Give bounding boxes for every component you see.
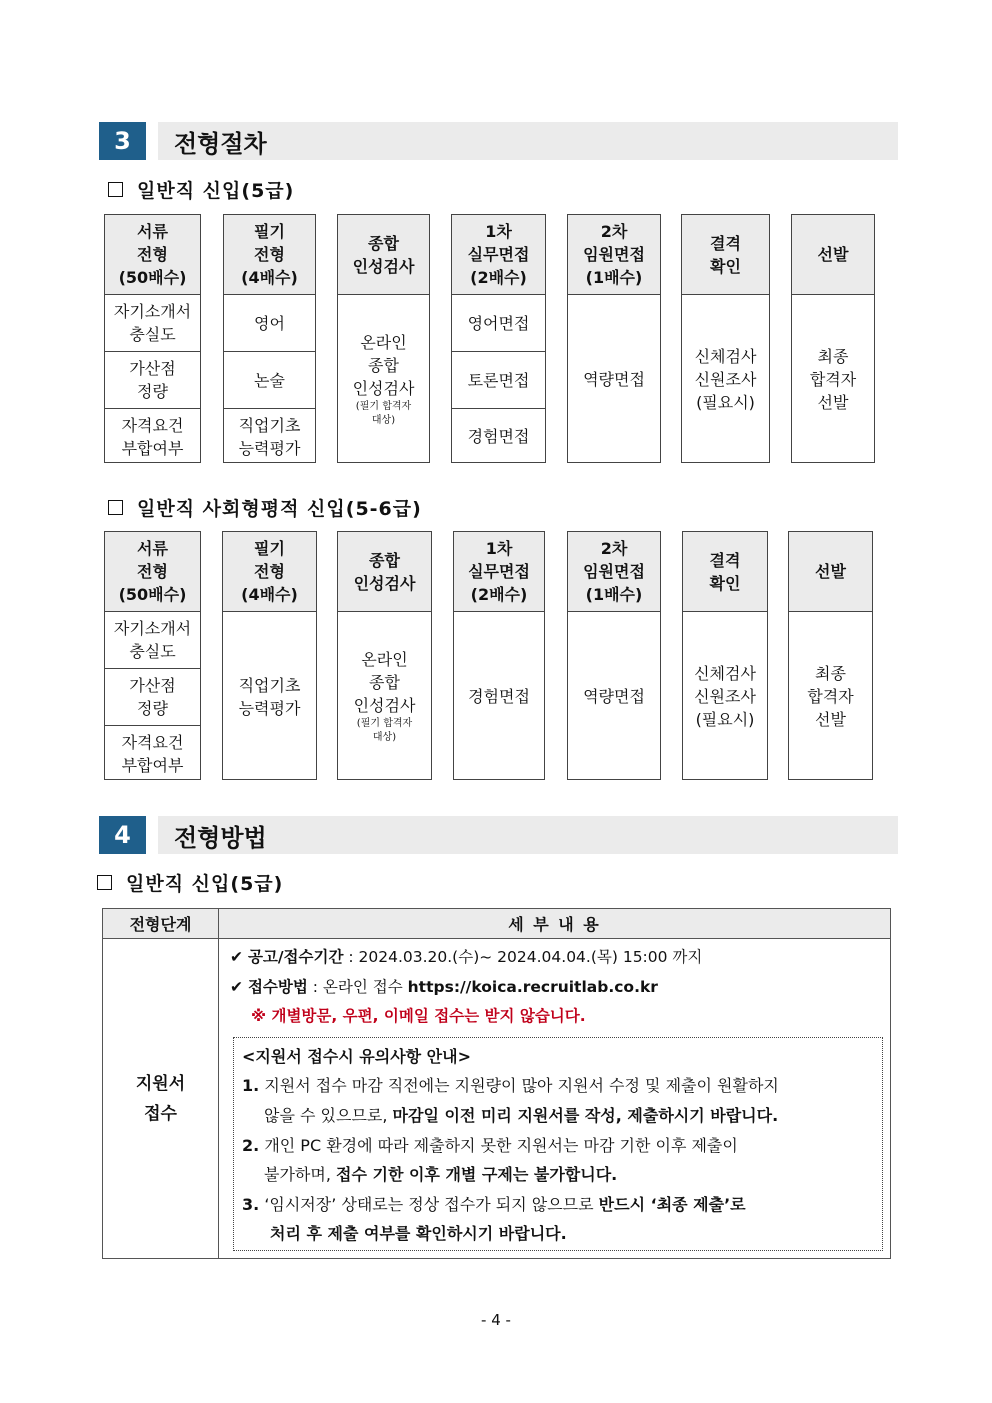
method-line <box>230 975 658 997</box>
flow-step <box>104 531 201 780</box>
flow-step-header-line: 임원면접 <box>583 562 645 581</box>
period-label: 공고/접수기간 <box>247 948 344 966</box>
flow-step-item <box>338 612 431 781</box>
flow-step-header <box>105 215 200 295</box>
flow-step-item-line: 신체검사 <box>694 347 757 366</box>
flow-step-header <box>568 532 660 612</box>
flow-step <box>337 531 432 780</box>
flow-step-item-line: 합격자 <box>807 687 854 706</box>
notice-item <box>242 1192 746 1215</box>
notice-text: 않을 수 있으므로, <box>264 1106 393 1125</box>
subsection-title <box>108 175 294 203</box>
flow-step-item <box>224 351 315 408</box>
flow-step-item <box>105 351 200 408</box>
flow-step-header-line: (2배수) <box>470 585 528 604</box>
flow-step-item-line: 경험면접 <box>467 427 530 446</box>
flow-step <box>104 214 201 463</box>
flow-step-item-line: 역량면접 <box>583 687 645 706</box>
flow-step-header-line: 필기 <box>254 539 285 558</box>
warning-text: ※ 개별방문, 우편, 이메일 접수는 받지 않습니다. <box>251 1007 586 1025</box>
flow-step <box>567 214 661 463</box>
flow-step-item-line: 종합 <box>368 356 399 375</box>
stage-line: 지원서 <box>135 1073 186 1094</box>
notice-text: 개인 PC 환경에 따라 제출하지 못한 지원서는 마감 기한 이후 제출이 <box>264 1136 738 1155</box>
flow-step-header-line: 임원면접 <box>583 245 645 264</box>
flow-step-note: (필기 합격자 <box>356 718 413 729</box>
flow-step-item <box>105 668 200 725</box>
flow-step-item <box>224 408 315 464</box>
flow-step-header-line: 전형 <box>137 562 168 581</box>
flow-step-header <box>223 532 316 612</box>
flow-step-item-line: 토론면접 <box>467 370 530 390</box>
flow-step-header-line: (1배수) <box>585 268 643 287</box>
flow-step-header-line: (50배수) <box>118 585 187 604</box>
flow-step <box>788 531 873 780</box>
flow-step-header-line: 실무면접 <box>467 245 530 264</box>
flow-step <box>567 531 661 780</box>
flow-step-item-line: 영어면접 <box>467 313 530 333</box>
flow-step-header <box>789 532 872 612</box>
notice-item-cont <box>270 1221 567 1244</box>
flow-step-header-line: 1차 <box>485 539 513 558</box>
notice-emphasis: 마감일 이전 미리 지원서를 작성, 제출하시기 바랍니다. <box>392 1106 779 1125</box>
flow-step-header-line: 2차 <box>600 222 628 241</box>
flow-step <box>791 214 875 463</box>
stage-line: 접수 <box>144 1103 177 1124</box>
flow-step-item-line: 신체검사 <box>694 664 756 683</box>
flow-step-header <box>568 215 660 295</box>
flow-step-item <box>789 612 872 781</box>
subsection-title-text: 일반직 사회형평적 신입(5-6급) <box>137 497 422 520</box>
flow-step-header-line: 선발 <box>815 562 846 581</box>
notice-emphasis: 접수 기한 이후 개별 구제는 불가합니다. <box>336 1165 618 1184</box>
flow-step-header-line: 인성검사 <box>353 573 416 593</box>
flow-step-header-line: 결격 <box>710 233 741 253</box>
flow-step-note: 대상) <box>371 415 396 426</box>
flow-step-header-line: 전형 <box>254 562 285 581</box>
subsection-title <box>108 493 422 521</box>
flow-step-item <box>683 612 767 781</box>
flow-step-header-line: 서류 <box>137 222 168 241</box>
notice-emphasis: 반드시 ‘최종 제출’로 <box>598 1195 746 1214</box>
flow-step-item-line: 역량면접 <box>583 370 645 389</box>
notice-text: 지원서 접수 마감 직전에는 지원량이 많아 지원서 수정 및 제출이 원활하지 <box>264 1076 779 1095</box>
flow-step-item <box>452 295 545 351</box>
flow-step <box>337 214 430 463</box>
header-detail: 세 부 내 용 <box>219 909 890 939</box>
flow-step-item <box>105 408 200 464</box>
flow-step-item-line: 신원조사 <box>694 370 757 389</box>
notice-item-cont <box>264 1103 778 1126</box>
flow-step-item-line: 충실도 <box>129 642 176 661</box>
flow-step-header-line: 실무면접 <box>468 562 530 581</box>
flow-step-item-line: 가산점 <box>129 359 176 378</box>
flow-step-item <box>105 725 200 781</box>
notice-box <box>233 1037 883 1251</box>
notice-title: <지원서 접수시 유의사항 안내> <box>242 1047 471 1066</box>
flow-step-item <box>568 612 660 781</box>
flow-step-header-line: 확인 <box>709 573 741 593</box>
method-table <box>102 908 891 1259</box>
flow-step-header <box>105 532 200 612</box>
flow-step-item-line: 능력평가 <box>238 698 301 718</box>
flow-step-item-line: (필요시) <box>695 710 755 729</box>
page-number: - 4 - <box>481 1311 511 1329</box>
notice-num: 3. <box>242 1195 260 1214</box>
flow-step-item-line: 자기소개서 <box>113 619 192 638</box>
flow-step <box>682 531 768 780</box>
flow-step-item-line: 정량 <box>137 699 168 718</box>
header-stage: 전형단계 <box>103 909 219 939</box>
detail-cell <box>219 939 890 1258</box>
flow-step-header-line: 인성검사 <box>352 256 415 276</box>
flow-step-header-line: (4배수) <box>241 585 298 604</box>
flow-step-item <box>452 408 545 464</box>
flow-step-item-line: 신원조사 <box>694 687 756 706</box>
flow-step-header-line: 종합 <box>369 550 400 570</box>
notice-item <box>242 1133 738 1156</box>
check-icon: ✔ <box>230 978 243 996</box>
notice-num: 1. <box>242 1076 260 1095</box>
notice-item <box>242 1073 779 1096</box>
flow-step-header-line: (1배수) <box>585 585 643 604</box>
flow-step <box>453 531 545 780</box>
flow-step-header <box>338 532 431 612</box>
flow-step-item <box>223 612 316 781</box>
subsection-title <box>97 868 283 896</box>
subsection-title-text: 일반직 신입(5급) <box>137 179 295 202</box>
notice-num: 2. <box>242 1136 260 1155</box>
period-value: : 2024.03.20.(수)~ 2024.04.04.(목) 15:00 까지 <box>343 948 703 966</box>
flow-step-header <box>683 532 767 612</box>
stage-cell <box>103 939 219 1258</box>
method-label: 접수방법 <box>247 978 308 996</box>
checkbox-icon <box>108 182 123 197</box>
flow-step-item <box>338 295 429 464</box>
flow-step-item-line: 최종 <box>817 347 849 366</box>
flow-step <box>451 214 546 463</box>
checkbox-icon <box>97 875 112 890</box>
flow-step-header-line: (50배수) <box>118 268 187 287</box>
url-link[interactable]: https://koica.recruitlab.co.kr <box>407 978 658 996</box>
flow-step-header <box>454 532 544 612</box>
flow-step-header-line: 서류 <box>137 539 168 558</box>
flow-step-item-line: 인성검사 <box>352 379 415 398</box>
flow-step-item-line: 선발 <box>817 393 849 412</box>
flow-step-header-line: 2차 <box>600 539 628 558</box>
flow-step-item-line: 가산점 <box>129 676 176 695</box>
flow-step-item-line: 경험면접 <box>468 687 530 706</box>
flow-step-header <box>224 215 315 295</box>
flow-step-item-line: 온라인 <box>360 333 407 352</box>
flow-step-item <box>568 295 660 464</box>
flow-step-note: (필기 합격자 <box>355 401 412 412</box>
flow-step-item-line: 정량 <box>137 382 168 401</box>
flow-step-item-line: 합격자 <box>809 370 857 389</box>
flow-step-header-line: 전형 <box>254 245 285 264</box>
flow-step-item-line: 충실도 <box>129 325 176 344</box>
flow-step-item <box>454 612 544 781</box>
subsection-title-text: 일반직 신입(5급) <box>126 872 284 895</box>
flow-step-item-line: 온라인 <box>361 650 408 669</box>
flow-step-item-line: 부합여부 <box>121 438 184 458</box>
flow-step-header <box>792 215 874 295</box>
flow-step <box>222 531 317 780</box>
flow-step-item-line: 영어 <box>254 313 285 333</box>
flow-step-item <box>792 295 874 464</box>
section-title: 전형방법 <box>158 816 898 854</box>
flow-step <box>681 214 770 463</box>
notice-emphasis: 처리 후 제출 여부를 확인하시기 바랍니다. <box>270 1224 567 1243</box>
flow-step-header-line: 확인 <box>710 256 741 276</box>
flow-step-header-line: 1차 <box>485 222 512 241</box>
flow-step-item-line: 종합 <box>369 673 400 692</box>
flow-step-item-line: 자기소개서 <box>113 302 192 321</box>
section-number: 4 <box>99 816 146 854</box>
flow-step-header <box>338 215 429 295</box>
flow-step-item-line: 자격요건 <box>121 415 184 435</box>
flow-step-item <box>682 295 769 464</box>
flow-step-item-line: 부합여부 <box>121 755 184 775</box>
flow-step-item-line: 인성검사 <box>353 696 416 715</box>
section-number: 3 <box>99 122 146 160</box>
flow-step-item-line: 능력평가 <box>238 438 301 458</box>
flow-step-item-line: 직업기초 <box>238 675 301 695</box>
flow-step-header-line: 결격 <box>709 550 741 570</box>
flow-step-item-line: 논술 <box>254 370 285 390</box>
check-icon: ✔ <box>230 948 243 966</box>
flow-step-item-line: 직업기초 <box>238 415 301 435</box>
flow-step-header-line: 종합 <box>368 233 399 253</box>
checkbox-icon <box>108 500 123 515</box>
flow-step-item <box>452 351 545 408</box>
flow-step-note: 대상) <box>372 732 397 743</box>
notice-item-cont <box>264 1162 617 1185</box>
flow-step <box>223 214 316 463</box>
flow-step-item <box>224 295 315 351</box>
flow-step-item-line: (필요시) <box>696 393 755 412</box>
notice-text: 불가하며, <box>264 1165 336 1184</box>
flow-step-item <box>105 295 200 351</box>
flow-step-item-line: 선발 <box>815 710 846 729</box>
flow-step-header-line: 선발 <box>817 245 849 264</box>
flow-step-item <box>105 612 200 668</box>
flow-step-header <box>682 215 769 295</box>
flow-step-item-line: 최종 <box>815 664 846 683</box>
flow-step-header-line: (4배수) <box>241 268 298 287</box>
period-line <box>230 945 702 967</box>
flow-step-item-line: 자격요건 <box>121 732 184 752</box>
flow-step-header <box>452 215 545 295</box>
notice-text: ‘임시저장’ 상태로는 정상 접수가 되지 않으므로 <box>264 1195 599 1214</box>
method-value: : 온라인 접수 <box>307 978 408 996</box>
section-title: 전형절차 <box>158 122 898 160</box>
flow-step-header-line: 필기 <box>254 222 285 241</box>
flow-step-header-line: (2배수) <box>470 268 527 287</box>
flow-step-header-line: 전형 <box>137 245 168 264</box>
